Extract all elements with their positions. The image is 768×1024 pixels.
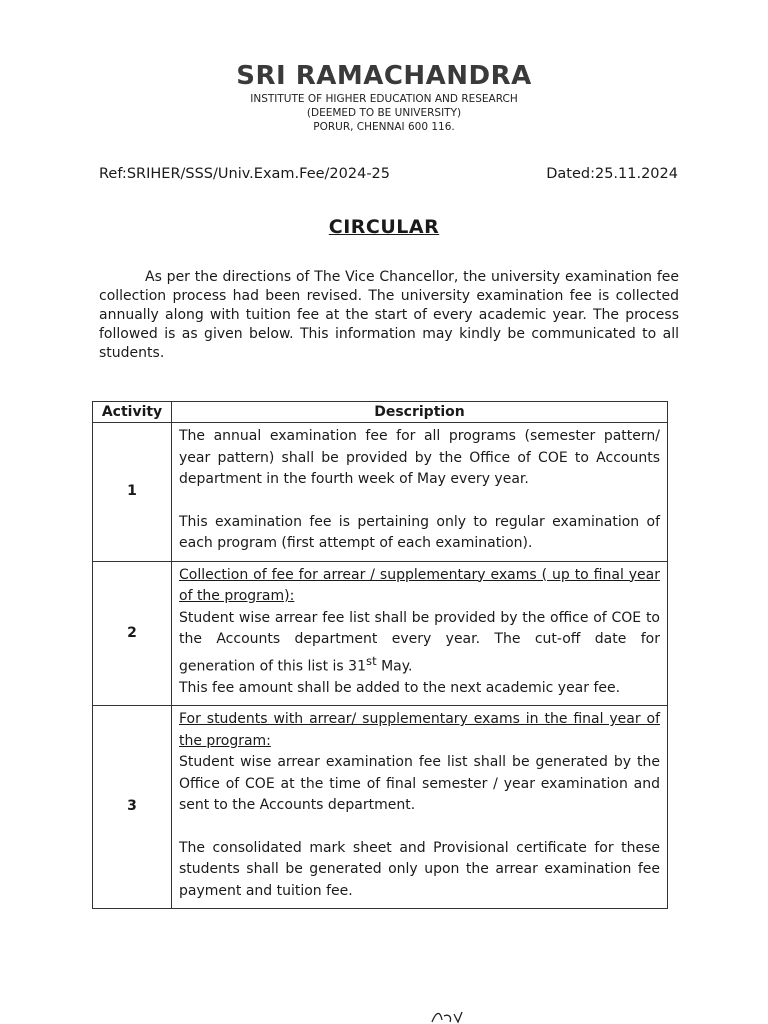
activity-description bbox=[172, 423, 668, 562]
activity-number: 3 bbox=[93, 706, 172, 909]
institution-address: PORUR, CHENNAI 600 116. bbox=[313, 121, 455, 133]
circular-heading: CIRCULAR bbox=[328, 216, 440, 238]
description-text: Student wise arrear fee list shall be provided by the office of COE to the Accounts department every year. The cut-off date for generation of this list is 31 bbox=[179, 609, 660, 675]
signature-mark bbox=[428, 1004, 488, 1024]
description-title: Collection of fee for arrear / supplementary exams ( up to final year of the program): bbox=[179, 566, 660, 604]
table-header-row bbox=[93, 402, 668, 423]
description-header: Description bbox=[172, 402, 668, 423]
activity-description bbox=[172, 706, 668, 909]
description-paragraph: This examination fee is pertaining only to regular examination of each program (first attempt of each examination). bbox=[179, 513, 660, 551]
table-row bbox=[93, 561, 668, 706]
description-paragraph bbox=[179, 608, 660, 678]
institution-name: SRI RAMACHANDRA bbox=[236, 61, 532, 91]
description-paragraph: Student wise arrear examination fee list shall be generated by the Office of COE at the time of final semester / year examination and sent to the Accounts department. bbox=[179, 754, 660, 814]
activity-description bbox=[172, 561, 668, 706]
reference-number: Ref:SRIHER/SSS/Univ.Exam.Fee/2024-25 bbox=[99, 166, 391, 182]
date-suffix: st bbox=[366, 653, 377, 668]
description-paragraph: The consolidated mark sheet and Provisional certificate for these students shall be generated only upon the arrear examination fee payment and tuition fee. bbox=[179, 839, 660, 899]
description-paragraph: This fee amount shall be added to the next academic year fee. bbox=[179, 679, 621, 696]
date: Dated:25.11.2024 bbox=[546, 166, 678, 182]
activity-number: 1 bbox=[93, 423, 172, 562]
institution-subtitle: INSTITUTE OF HIGHER EDUCATION AND RESEARCH bbox=[250, 93, 518, 105]
table-row bbox=[93, 423, 668, 562]
description-paragraph: The annual examination fee for all programs (semester pattern/ year pattern) shall be provided by the Office of COE to Accounts department in the fourth week of May every year. bbox=[179, 428, 660, 487]
letterhead bbox=[0, 60, 768, 134]
activity-number: 2 bbox=[93, 561, 172, 706]
intro-paragraph: As per the directions of The Vice Chancellor, the university examination fee collection process had been revised. The university examination fee is collected annually along with tuition fee at the start of every academic year. The process followed is as given below. This information may kindly be communicated to all students. bbox=[99, 269, 679, 361]
activity-table bbox=[92, 401, 668, 909]
description-title: For students with arrear/ supplementary exams in the final year of the program: bbox=[179, 711, 660, 749]
institution-status: (DEEMED TO BE UNIVERSITY) bbox=[306, 107, 462, 119]
table-row bbox=[93, 706, 668, 909]
description-text: May. bbox=[376, 658, 413, 675]
activity-header: Activity bbox=[93, 402, 172, 423]
